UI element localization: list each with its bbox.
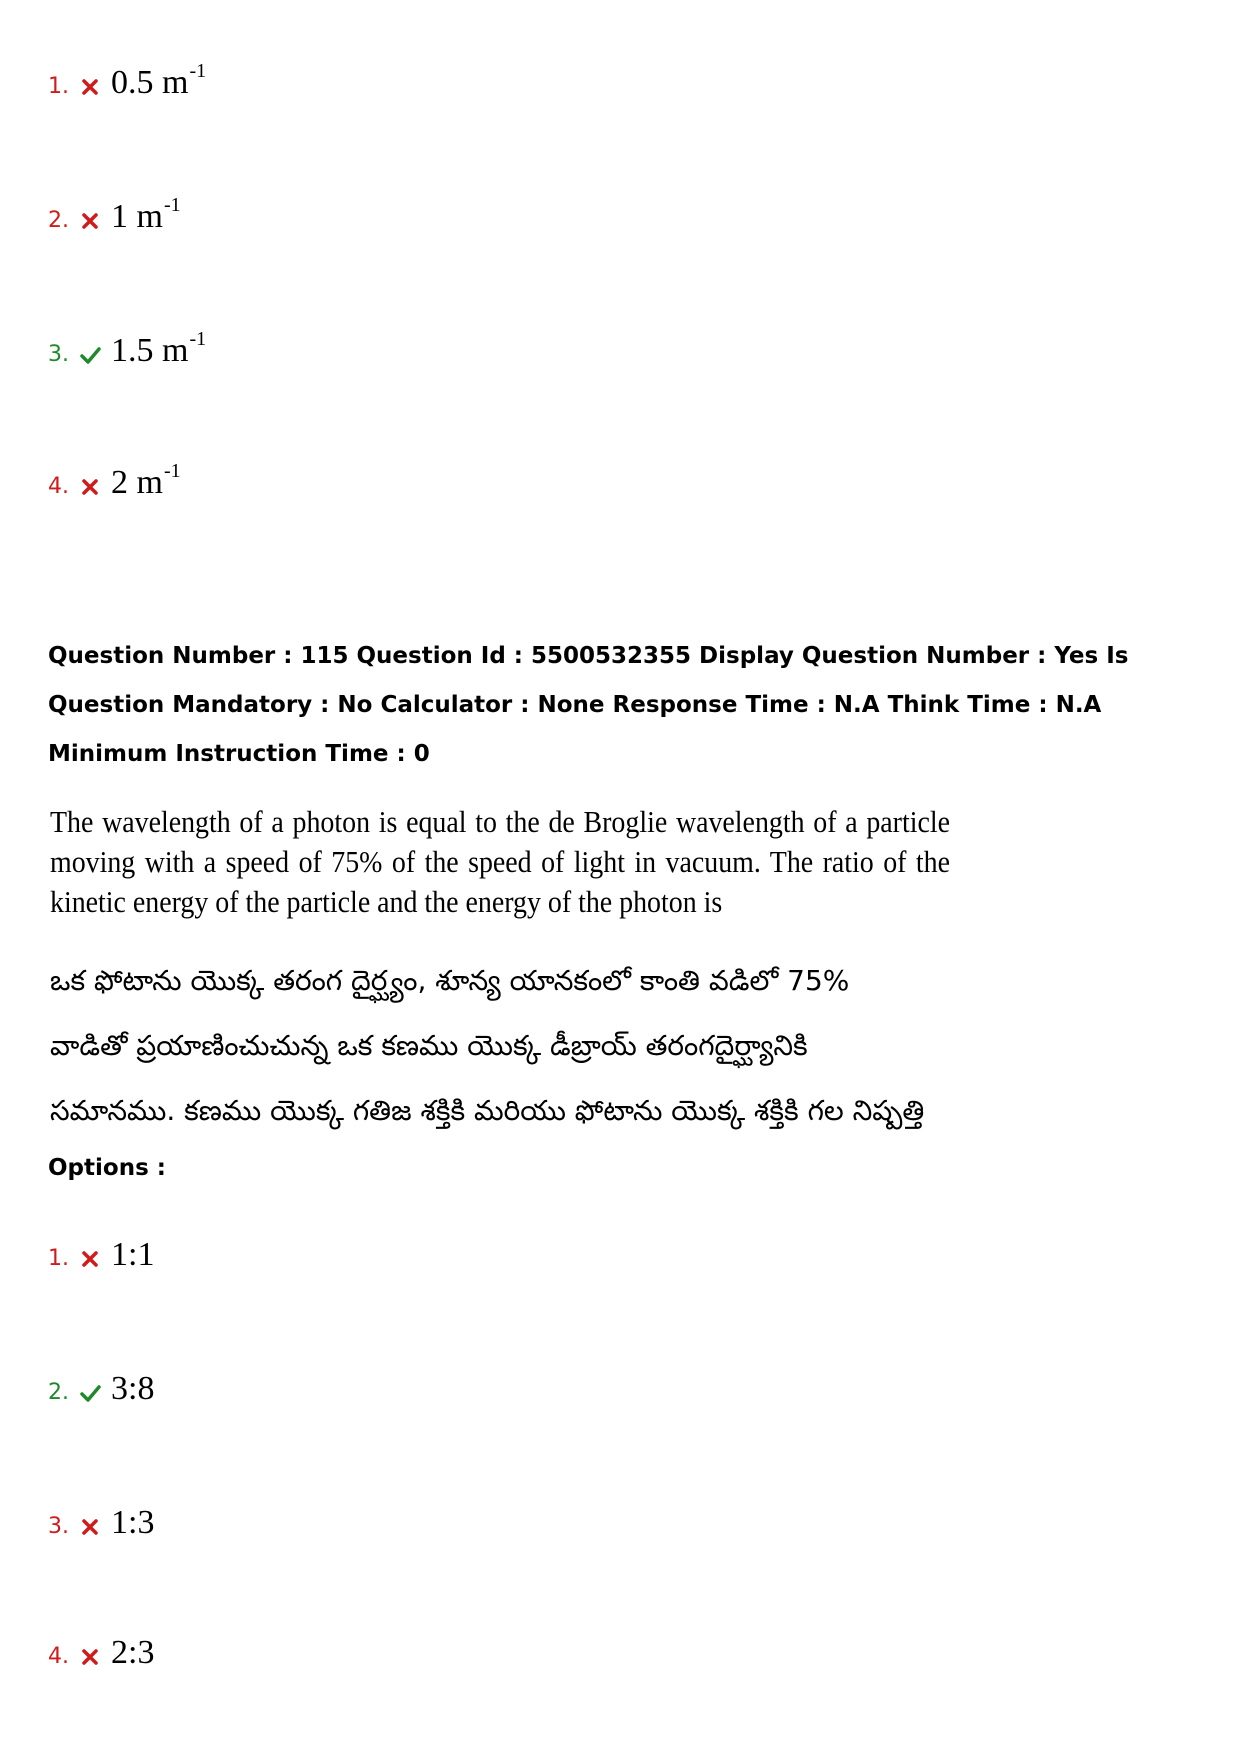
option-text: 1:1 [111, 1236, 155, 1273]
cross-icon [79, 76, 101, 98]
option-text: 1.5 $m^{-1}$ [111, 328, 207, 369]
check-icon [79, 1382, 101, 1404]
option-number: 1. [48, 74, 69, 99]
option-number: 2. [48, 1380, 69, 1405]
option-text: 3:8 [111, 1370, 155, 1407]
question-text-telugu: ఒక ఫోటాను యొక్క తరంగ దైర్ఘ్యం, శూన్య యానకంలో కాంతి వడిలో 75% వాడితో ప్రయాణించుచున్న ఒక కణము యొక్క డీబ్రాయ్ తరంగదైర్ఘ్యానికి సమానము. కణము యొక్క గతిజ శక్తికి మరియు ఫోటాను యొక్క శక్తికి గల నిష్పత్తి [50, 964, 925, 1127]
option-text: 2 $m^{-1}$ [111, 460, 181, 501]
prev-option-3 [48, 308, 206, 368]
option-number: 1. [48, 1246, 69, 1271]
prev-option-4 [48, 440, 181, 500]
cross-icon [79, 210, 101, 232]
prev-option-1 [48, 40, 206, 100]
cross-icon [79, 476, 101, 498]
options-label: Options : [48, 1155, 166, 1181]
option-number: 4. [48, 474, 69, 499]
option-number: 2. [48, 208, 69, 233]
question-meta: Question Number : 115 Question Id : 5500532355 Display Question Number : Yes Is Question Mandatory : No Calculator : None Response Time : N.A Think Time : N.A Minimum Instruction Time : 0 [48, 643, 1129, 767]
prev-option-2 [48, 174, 181, 234]
option-text: 1:3 [111, 1504, 155, 1541]
question-text-english: The wavelength of a photon is equal to the de Broglie wavelength of a particle moving with a speed of 75% of the speed of light in vacuum. The ratio of the kinetic energy of the particle and the energy of the photon is [50, 804, 950, 919]
option-number: 3. [48, 342, 69, 367]
option-text: 1 $m^{-1}$ [111, 194, 181, 235]
option-number: 3. [48, 1514, 69, 1539]
option-text: 0.5 $m^{-1}$ [111, 60, 207, 101]
option-2 [48, 1346, 154, 1406]
option-number: 4. [48, 1644, 69, 1669]
check-icon [79, 344, 101, 366]
cross-icon [79, 1646, 101, 1668]
cross-icon [79, 1248, 101, 1270]
option-1 [48, 1212, 154, 1272]
option-4 [48, 1610, 154, 1670]
option-text: 2:3 [111, 1634, 155, 1671]
option-3 [48, 1480, 154, 1540]
cross-icon [79, 1516, 101, 1538]
